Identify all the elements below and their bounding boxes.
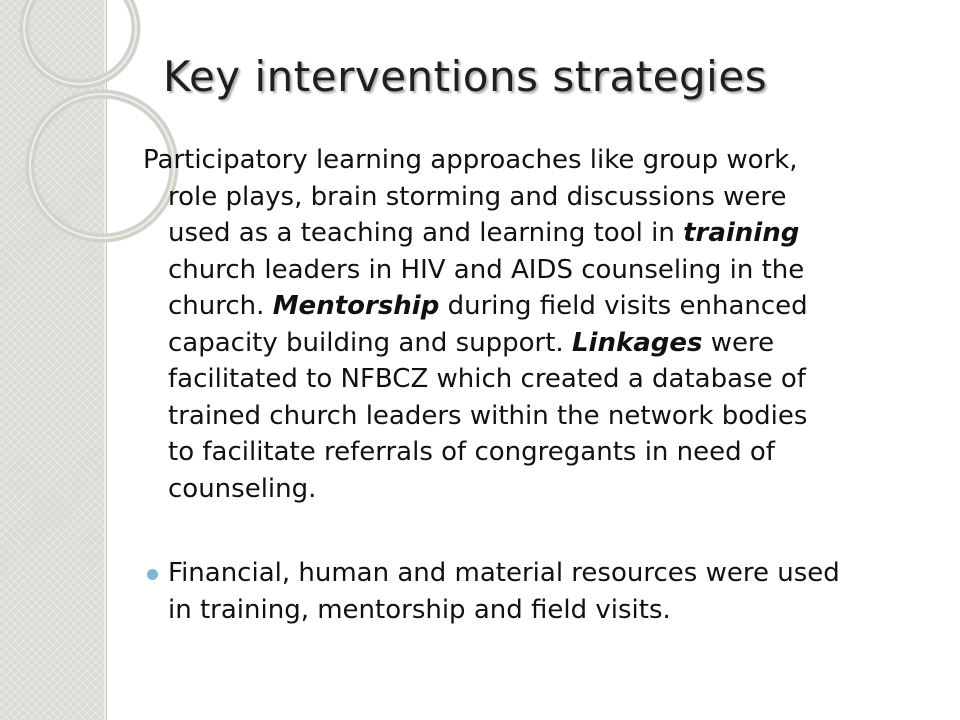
bullet-item [143,555,933,628]
paragraph-line: to facilitate referrals of congregants in need of [168,437,775,467]
paragraph-line: Participatory learning approaches like group work, [143,145,798,175]
paragraph-text: during field visits enhanced [439,291,808,321]
paragraph-text: capacity building and support. [168,327,572,358]
bullet-line: in training, mentorship and field visits. [168,594,671,625]
paragraph-line [143,325,923,362]
paragraph-line: church leaders in HIV and AIDS counseling in the [168,254,805,285]
bullet-dot-icon [147,569,158,580]
paragraph-text: were [702,327,775,358]
paragraph-line [143,288,923,325]
slide-title: Key interventions strategies [163,52,768,101]
decorative-side-strip [0,0,107,720]
bullet-line: Financial, human and material resources were used [168,558,840,588]
emphasis-linkages: Linkages [571,327,703,358]
paragraph-line: facilitated to NFBCZ which created a database of [168,364,806,394]
paragraph-line: role plays, brain storming and discussions were [168,181,787,212]
body-paragraph [143,142,923,507]
paragraph-line: counseling. [168,473,317,504]
emphasis-mentorship: Mentorship [272,291,440,321]
paragraph-text: church. [168,291,273,321]
paragraph-line [143,215,923,252]
paragraph-text: used as a teaching and learning tool in [168,218,684,248]
paragraph-line: trained church leaders within the network bodies [168,400,808,431]
emphasis-training: training [683,218,800,248]
bullet-text [143,555,933,628]
